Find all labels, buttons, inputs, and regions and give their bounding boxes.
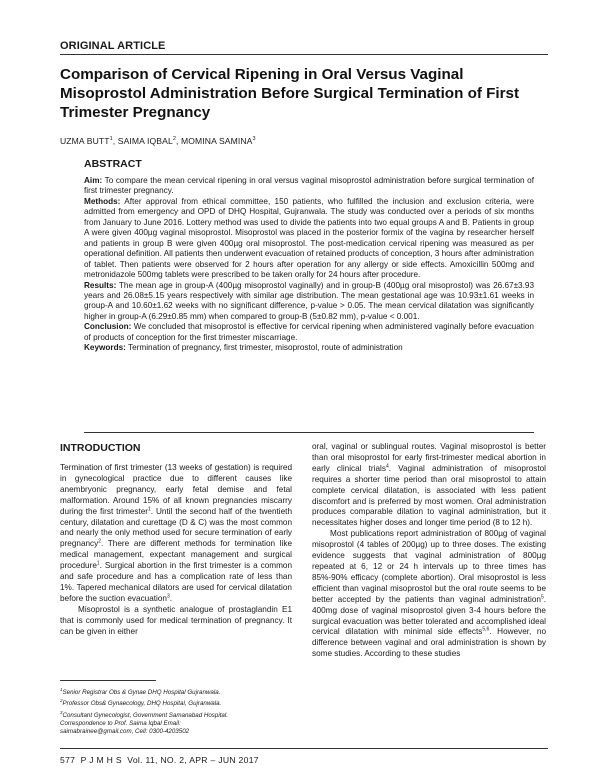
- text-run: . 400mg dose of vaginal misoprostol given 3-4 hours before the surgical evacuation was better tolerated and accomplished ideal cervical dilatation with minimal side effects: [312, 594, 546, 637]
- footnote: [60, 720, 300, 728]
- abstract-aim: [84, 176, 534, 197]
- citation-mark: 2: [98, 538, 102, 545]
- footnote-text: Professor Obs& Gynaecology, DHQ Hospital, Gujranwala.: [62, 700, 222, 708]
- paragraph: [312, 529, 546, 660]
- conclusion-text: We concluded that misoprostol is effective for cervical ripening when administered vaginally before evacuation of products of conception for the first trimester miscarriage.: [84, 322, 534, 342]
- results-text: The mean age in group-A (400µg misoprostol vaginally) and in group-B (400µg oral misoprostol) was 26.67±3.93 years and 26.08±5.15 years respectively with similar age distribution. The mean gestational age was 10.93±1.61 weeks in group-A and 10.60±1.62 weeks with no significant difference, p-value > 0.05. The mean cervical dilatation was significantly higher in group-A (6.29±0.85 mm) when compared to group-B (5±0.82 mm), p-value < 0.001.: [84, 280, 534, 321]
- footnote: [60, 697, 300, 708]
- citation-mark: 5,6: [482, 626, 490, 633]
- footnotes: [60, 686, 300, 736]
- aim-text: To compare the mean cervical ripening in oral versus vaginal misoprostol administration before surgical termination of first trimester pregnancy.: [84, 176, 534, 196]
- paragraph: [60, 463, 292, 605]
- footnote-text: saimabrainee@gmail.com, Cell: 0300-4203502: [60, 728, 190, 735]
- footnote-mark: 3: [60, 709, 63, 715]
- results-label: Results:: [84, 280, 117, 290]
- article-title: Comparison of Cervical Ripening in Oral Versus Vaginal Misoprostol Administration Before Surgical Termination of First Trimester Pregnancy: [60, 66, 520, 121]
- author-name: UZMA BUTT: [60, 136, 110, 146]
- footnote: [60, 686, 300, 697]
- text-run: . However, no difference between vaginal and oral administration is shown by some studies. According to these studies: [312, 627, 547, 659]
- citation-mark: 1: [148, 505, 151, 512]
- body-column-right: [312, 442, 546, 660]
- text-run: oral, vaginal or sublingual routes. Vaginal misoprostol is better than oral misoprostol for early first-trimester medical abortion in early clinical trials: [312, 442, 546, 473]
- abstract-keywords: [84, 343, 534, 353]
- footnote-divider: [60, 680, 156, 681]
- keywords-text: Termination of pregnancy, first trimester, misoprostol, route of administration: [128, 343, 403, 353]
- author-affiliation-mark: 3: [252, 136, 256, 143]
- abstract-results: [84, 281, 534, 323]
- article-type-label: ORIGINAL ARTICLE: [60, 40, 166, 52]
- footer-divider: [60, 748, 548, 749]
- footnote: [60, 728, 300, 736]
- text-run: Most publications report administration of 800µg of vaginal misoprostol (4 tables of 200µg) up to three doses. The existing evidence suggests that vaginal administration of 800µg repeated at 6, 12 or 24 h intervals up to three times has 85%-90% efficacy (complete abortion). Oral misoprostol is less efficient than vaginal misoprostol but the oral route seems to be better accepted by the patients than vaginal administration: [312, 529, 546, 604]
- text-run: . Until the second half of the twentieth century, dilatation and curettage (D & C) was the most common and nearly the only method used for secure termination of early pregnancy: [60, 506, 292, 549]
- body-column-left: [60, 463, 292, 638]
- journal-issue: Vol. 11, NO. 2, APR – JUN 2017: [127, 755, 259, 765]
- paragraph: [312, 442, 546, 529]
- author-name: MOMINA SAMINA: [181, 136, 253, 146]
- text-run: Termination of first trimester (13 weeks of gestation) is required in gynecological practice due to different causes like anembryonic pregnancy, early fetal demise and fetal malformation. Around 15% of all known pregnancies miscarry during the first trimester: [60, 463, 292, 516]
- header-divider: [60, 54, 548, 55]
- footnote-mark: 2: [60, 698, 63, 704]
- text-run: .: [169, 593, 173, 603]
- page-footer: [60, 755, 259, 765]
- author-list: UZMA BUTT$^1$, SAIMA IQBAL$^2$, MOMINA SAMINA$^3$: [60, 136, 256, 146]
- introduction-heading: INTRODUCTION: [60, 442, 141, 454]
- abstract-conclusion: [84, 322, 534, 343]
- methods-text: After approval from ethical committee, 150 patients, who fulfilled the inclusion and exclusion criteria, were admitted from emergency and OPD of DHQ Hospital, Gujranwala. The study was conducted over a periods of six months from January to June 2016. Lottery method was used to divide the patients into two equal groups A and B. Patients in group A were given 400µg vaginal misoprostol. Misoprostol was placed in the posterior formix of the vagina by researcher herself and patients in group B were given 400µg oral misoprostol. The post-medication cervical ripening was measured as per operational definition. All patients then underwent evacuation of retained products of conception, 3 hours after administration of tablet. Then patients were observed for 2 hours after operation for any allergy or side effects. Amoxicillin 500mg and metronidazole 500mg tablets were prescribed to be taken orally for 24 hours after procedure.: [84, 196, 534, 280]
- footnote-text: Correspondence to Prof. Saima Iqbal Email:: [60, 719, 181, 727]
- abstract-divider: [84, 432, 534, 433]
- conclusion-label: Conclusion:: [84, 322, 132, 332]
- text-run: . Surgical abortion in the first trimester is a common and safe procedure and has a complication rate of less than 1%. Tapered mechanical dilators are used for cervical dilatation before the suction evacuation: [60, 561, 292, 603]
- citation-mark: 3: [166, 593, 170, 600]
- abstract-body: [84, 176, 534, 354]
- citation-mark: 4: [385, 463, 389, 470]
- author-name: SAIMA IQBAL: [117, 136, 173, 146]
- footnote-text: Consultant Gynecologist, Government Samanabad Hospital.: [62, 711, 228, 719]
- journal-name: P J M H S: [80, 755, 122, 765]
- text-run: . Vaginal administration of misoprostol requires a shorter time period than oral misoprostol to attain complete cervical dilatation, is associated with less patient discomfort and is preferred by most women. Oral administration produces comparable dilation to vaginal administration, but it necessitates higher doses and longer time period (8 to 12 h).: [312, 463, 546, 528]
- footnote-mark: 1: [60, 687, 63, 692]
- paragraph: Misoprostol is a synthetic analogue of prostaglandin E1 that is commonly used for medical termination of pregnancy. It can be given in either: [60, 604, 292, 636]
- author-affiliation-mark: 1: [109, 136, 113, 143]
- citation-mark: 1: [96, 560, 100, 567]
- keywords-label: Keywords:: [84, 343, 126, 353]
- methods-label: Methods:: [84, 196, 121, 206]
- abstract-methods: [84, 197, 534, 281]
- aim-label: Aim:: [84, 176, 103, 185]
- citation-mark: 5: [540, 593, 544, 600]
- author-affiliation-mark: 2: [172, 136, 177, 143]
- text-run: . There are different methods for termination like medical management, expectant management and surgical procedure: [60, 539, 292, 571]
- page-number: 577: [60, 755, 76, 765]
- footnote: [60, 709, 300, 720]
- footnote-text: Senior Registrar Obs & Gynae DHQ Hospital Gujranwala.: [62, 689, 221, 697]
- abstract-heading: ABSTRACT: [84, 158, 142, 170]
